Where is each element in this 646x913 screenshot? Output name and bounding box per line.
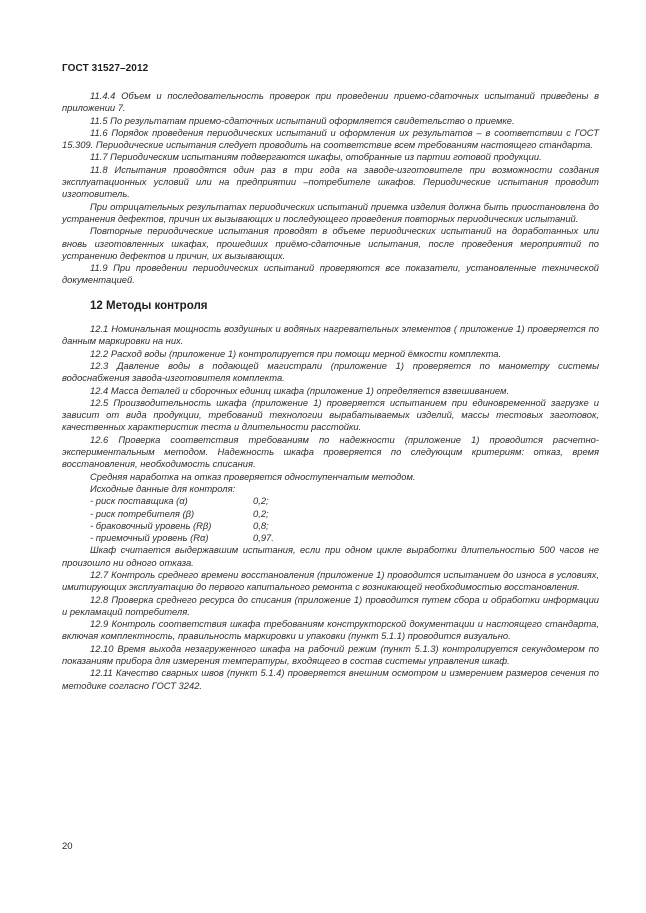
list-item: - браковочный уровень (Rβ) 0,8;: [90, 519, 269, 531]
list-item-value: 0,97.: [253, 532, 274, 544]
paragraph-12-9: 12.9 Контроль соответствия шкафа требованиям конструкторской документации и настоящего стандарта, включая комплектность, правильность маркировки и упаковки (пункт 5.1.1) проводится визуально.: [62, 618, 599, 642]
paragraph-12-7: 12.7 Контроль среднего времени восстановления (приложение 1) проводится испытанием до износа в условиях, имитирующих эксплуатацию до первого капитального ремонта с возникающей необходимостью восстановления.: [62, 568, 599, 593]
paragraph-negative-results: При отрицательных результатах периодических испытаний приемка изделия должна быть приостановлена до устранения дефектов, причин их вызывающих и последующего проведения повторных периодических испытаний.: [62, 200, 599, 224]
paragraph-11-4-4: 11.4.4 Объем и последовательность проверок при проведении приемо-сдаточных испытаний приведены в приложении 7.: [62, 90, 599, 114]
paragraph-repeat-tests: Повторные периодические испытания проводят в объеме периодических испытаний на доработанных или вновь изготовленных шкафах, прошедших приёмо-сдаточные испытания, после проведения мероприятий по устранению дефектов и причин, их вызывающих.: [62, 225, 599, 261]
paragraph-12-3: 12.3 Давление воды в подающей магистрали (приложение 1) проверяется по манометру системы водоснабжения завода-изготовителя комплекта.: [62, 359, 599, 384]
list-item-value: 0,2;: [253, 495, 269, 507]
paragraph-11-6: 11.6 Порядок проведения периодических испытаний и оформления их результатов – в соответствии с ГОСТ 15.309. Периодические испытания следует проводить на соответствие всем требованиям настоящего стандарта.: [62, 126, 599, 151]
paragraph-11-9: 11.9 При проведении периодических испытаний проверяются все показатели, установленные технической документацией.: [62, 262, 599, 286]
paragraph-11-5: 11.5 По результатам приемо-сдаточных испытаний оформляется свидетельство о приемке.: [90, 114, 515, 126]
initial-data-list: [62, 495, 599, 544]
list-item: - риск поставщика (α) 0,2;: [90, 495, 269, 507]
document-body: [62, 90, 599, 692]
standard-header: ГОСТ 31527–2012: [62, 63, 149, 74]
section-title: 12 Методы контроля: [90, 299, 208, 312]
list-item-value: 0,8;: [253, 519, 269, 531]
paragraph-12-11: 12.11 Качество сварных швов (пункт 5.1.4) проверяется внешним осмотром и измерением размеров сечения по методике согласно ГОСТ 3242.: [62, 667, 599, 691]
paragraph-11-7: 11.7 Периодическим испытаниям подвергаются шкафы, отобранные из партии готовой продукции.: [90, 151, 542, 163]
paragraph-initial-data: Исходные данные для контроля:: [90, 482, 236, 494]
paragraph-12-2: 12.2 Расход воды (приложение 1) контролируется при помощи мерной ёмкости комплекта.: [90, 347, 502, 359]
paragraph-12-4: 12.4 Масса деталей и сборочных единиц шкафа (приложение 1) определяется взвешиванием.: [90, 384, 510, 396]
paragraph-12-8: 12.8 Проверка среднего ресурса до списания (приложение 1) проводится путем сбора и обработки информации и рекламаций потребителя.: [62, 593, 599, 617]
list-item: - приемочный уровень (Rα) 0,97.: [90, 532, 274, 544]
paragraph-12-6: 12.6 Проверка соответствия требованиям по надежности (приложение 1) проводится расчетно-экспериментальным методом. Надежность шкафа проверяется по следующим критериям: отказ, время восстановления, необходимость списания.: [62, 433, 599, 470]
paragraph-12-1: 12.1 Номинальная мощность воздушных и водяных нагревательных элементов ( приложение 1) проверяется по данным маркировки на них.: [62, 323, 599, 347]
paragraph-passed: Шкаф считается выдержавшим испытания, если при одном цикле выработки длительностью 500 часов не произошло ни одного отказа.: [62, 544, 599, 568]
list-item-value: 0,2;: [253, 507, 269, 519]
paragraph-11-8: 11.8 Испытания проводятся один раз в три года на заводе-изготовителе при возможности создания эксплуатационных условий или на предприятии –потребителе шкафов. Периодические испытания проводит изготовитель.: [62, 163, 599, 200]
paragraph-mtbf: Средняя наработка на отказ проверяется одноступенчатым методом.: [90, 470, 416, 482]
paragraph-12-5: 12.5 Производительность шкафа (приложение 1) проверяется испытанием при единовременной загрузке и зависит от вида продукции, требований технологии вырабатываемых изделий, массы тестовых заготовок, качественных характеристик теста и длительности расстойки.: [62, 396, 599, 433]
paragraph-12-10: 12.10 Время выхода незагруженного шкафа на рабочий режим (пункт 5.1.3) контролируется секундомером по показаниям прибора для измерения температуры, входящего в состав системы управления шкаф.: [62, 642, 599, 667]
list-item: - риск потребителя (β) 0,2;: [90, 507, 269, 519]
page-number: 20: [62, 841, 73, 852]
